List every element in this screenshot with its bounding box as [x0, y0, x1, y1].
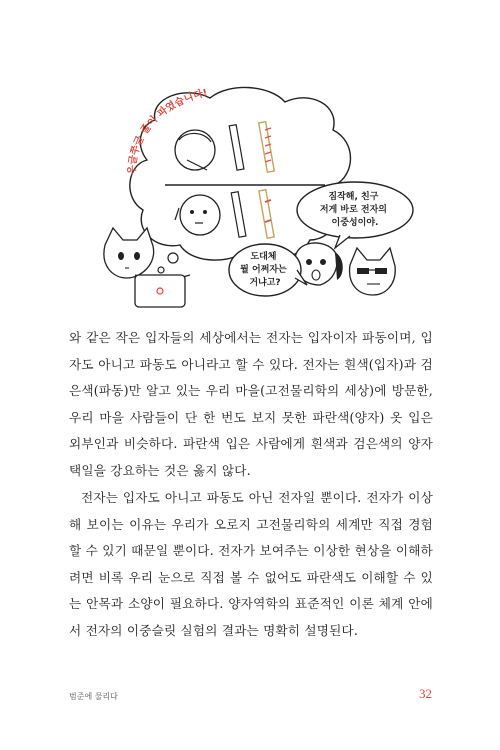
speech-right-line1: 짐작해, 친구 — [328, 192, 379, 202]
cat-with-sunglasses — [350, 248, 396, 295]
arc-caption: 우글쭈글 줄이 파였습니다! — [126, 87, 209, 176]
thought-dot-small — [158, 267, 164, 273]
speech-left-line1: 도대체 — [250, 252, 277, 262]
speech-left-line2: 뭘 어쩌자는 — [240, 265, 287, 275]
page-number: 32 — [419, 686, 432, 701]
speech-left-line3: 거냐고? — [249, 278, 281, 288]
speech-right-line3: 이중성이야. — [331, 218, 379, 228]
observer-head-top — [175, 130, 215, 170]
slit-pair-bottom — [231, 190, 274, 238]
speech-bubble-left — [229, 244, 307, 296]
thought-dot-large — [168, 253, 178, 263]
speech-bubble-right — [297, 182, 413, 248]
footer-book-title: 범준에 물리다 — [69, 692, 118, 701]
cat-with-laptop — [104, 228, 190, 307]
body-paragraph-1: 와 같은 작은 입자들의 세상에서는 전자는 입자이자 파동이며, 입자도 아니고 파동도 아니라고 할 수 있다. 전자는 흰색(입자)과 검은색(파동)만 알고 있는 우리 마을(고전물리학의 세상)에 방문한, 우리 마을 사람들이 단 한 번도 보지 못한 파란색(양자) 옷 입은 외부인과 비슷하다. 파란색 입은 사람에게 흰색과 검은색의 양자택일을 강요하는 것은 옳지 않다. — [69, 330, 433, 478]
cartoon-illustration — [95, 80, 415, 310]
slit-pair-top — [229, 122, 274, 172]
observer-head-bottom — [175, 195, 220, 235]
speech-right-line2: 저게 바로 전자의 — [319, 205, 387, 215]
body-paragraph-2: 전자는 입자도 아니고 파동도 아닌 전자일 뿐이다. 전자가 이상해 보이는 이유는 우리가 오로지 고전물리학의 세계만 직접 경험할 수 있기 때문일 뿐이다. 전자가 보여주는 이상한 현상을 이해하려면 비록 우리 눈으로 직접 볼 수 없어도 파란색도 이해할 수 있는 안목과 소양이 필요하다. 양자역학의 표준적인 이론 체계 안에서 전자의 이중슬릿 실험의 결과는 명확히 설명된다. — [69, 490, 433, 638]
